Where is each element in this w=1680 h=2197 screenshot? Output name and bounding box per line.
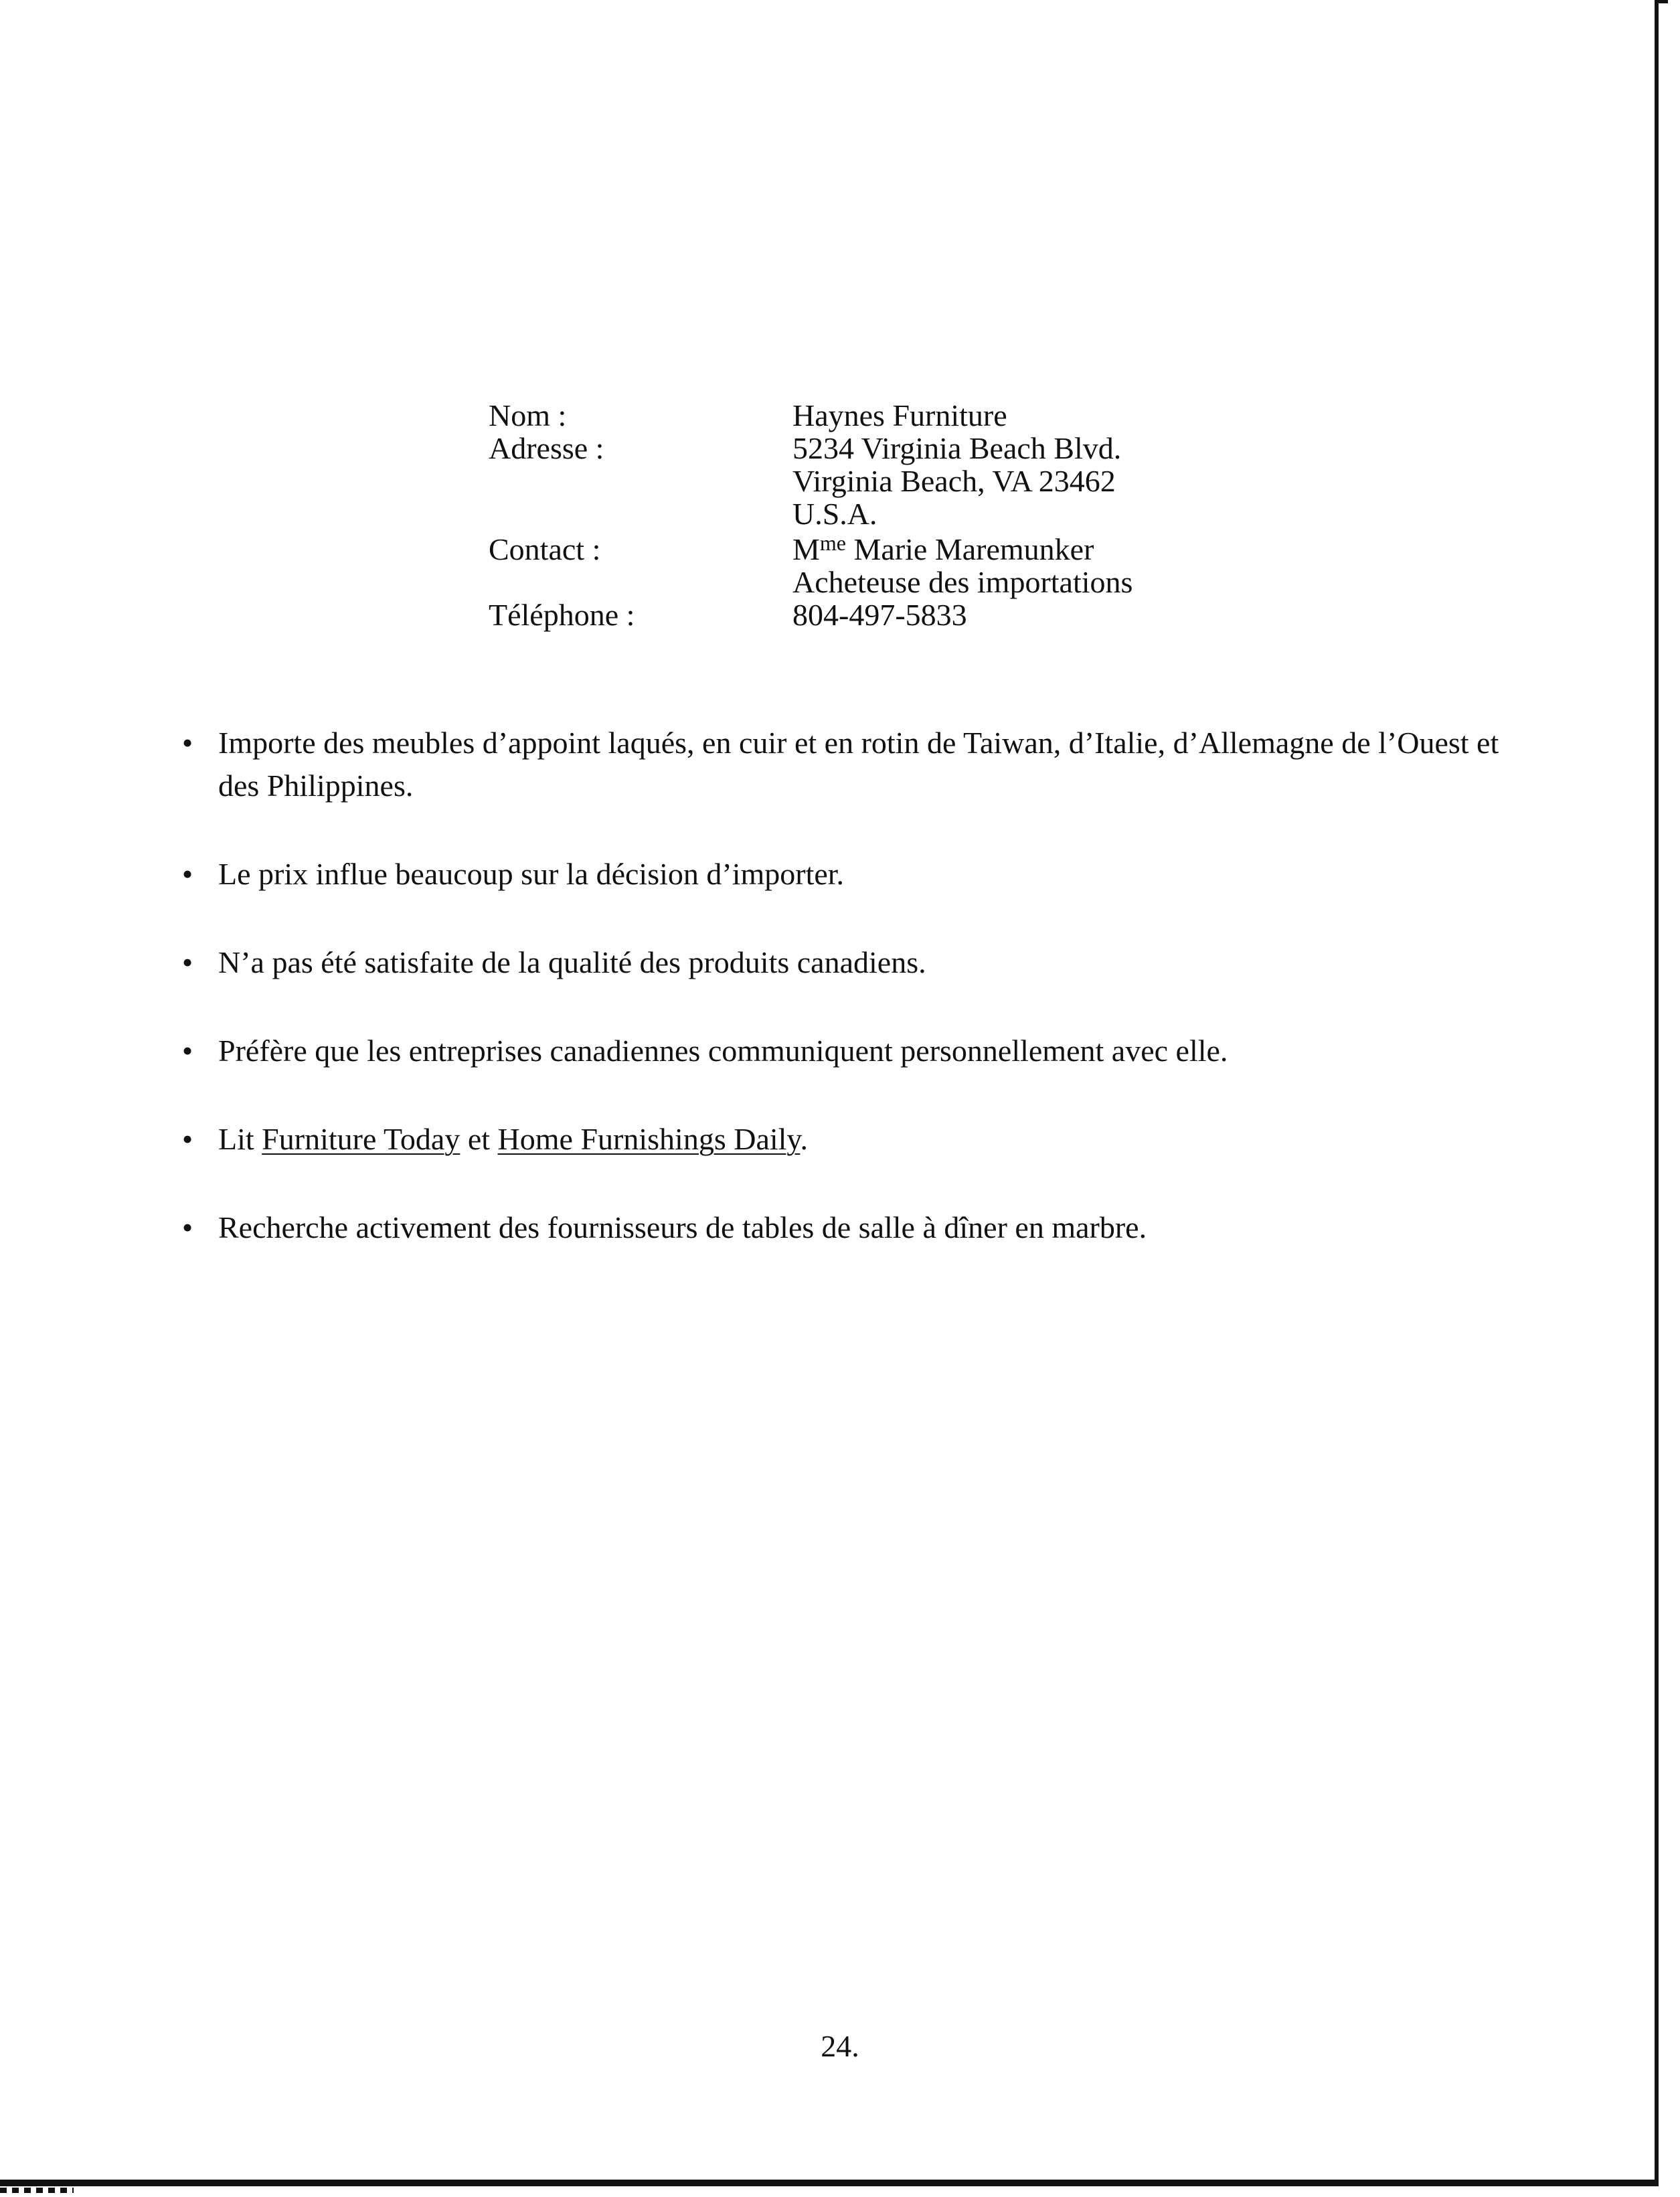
contact-role: Acheteuse des importations: [792, 565, 1133, 599]
address-line-3: U.S.A.: [792, 497, 877, 531]
bullet-marker: •: [182, 1122, 193, 1156]
contact-label: Contact :: [489, 532, 601, 566]
bullet-list: [175, 722, 1514, 1295]
contact-name: [792, 533, 1094, 569]
bullet-marker: •: [182, 1210, 193, 1244]
publications-suffix: .: [800, 1122, 808, 1156]
contact-person-name: Marie Maremunker: [846, 532, 1094, 566]
scan-border-right: [1655, 0, 1659, 2184]
bullet-item-quality: [175, 941, 1514, 984]
name-label: Nom :: [489, 398, 567, 432]
page-number: 24.: [821, 2029, 859, 2063]
address-label: Adresse :: [489, 431, 604, 465]
bullet-marker: •: [182, 857, 193, 891]
publication-furniture-today: Furniture Today: [262, 1122, 460, 1156]
contact-title-superscript: me: [819, 531, 846, 555]
bullet-marker: •: [182, 945, 193, 979]
scan-border-bottom: [0, 2180, 1659, 2186]
address-line-2: Virginia Beach, VA 23462: [792, 464, 1116, 498]
publications-prefix: Lit: [218, 1122, 262, 1156]
bullet-item-price: [175, 853, 1514, 896]
name-value: Haynes Furniture: [792, 398, 1007, 432]
phone-value: 804-497-5833: [792, 598, 967, 632]
publications-conjunction: et: [460, 1122, 498, 1156]
address-line-1: 5234 Virginia Beach Blvd.: [792, 431, 1122, 465]
bullet-text: N’a pas été satisfaite de la qualité des produits canadiens.: [218, 945, 926, 979]
bullet-marker: •: [182, 726, 193, 760]
scan-speckle: [0, 2188, 74, 2193]
bullet-text: Recherche activement des fournisseurs de tables de salle à dîner en marbre.: [218, 1210, 1147, 1244]
bullet-text: Préfère que les entreprises canadiennes communiquent personnellement avec elle.: [218, 1034, 1228, 1068]
phone-label: Téléphone :: [489, 598, 635, 632]
bullet-text: Le prix influe beaucoup sur la décision d’importer.: [218, 857, 845, 891]
bullet-item-imports: [175, 722, 1514, 807]
bullet-text: [218, 1118, 1514, 1161]
publication-home-furnishings-daily: Home Furnishings Daily: [497, 1122, 801, 1156]
bullet-item-contact-preference: [175, 1030, 1514, 1072]
bullet-item-publications: [175, 1118, 1514, 1161]
bullet-marker: •: [182, 1034, 193, 1068]
bullet-item-suppliers: [175, 1206, 1514, 1249]
contact-title-prefix: M: [792, 532, 820, 566]
bullet-text: Importe des meubles d’appoint laqués, en cuir et en rotin de Taiwan, d’Italie, d’Allemagne de l’Ouest et des Philippines.: [218, 726, 1499, 803]
